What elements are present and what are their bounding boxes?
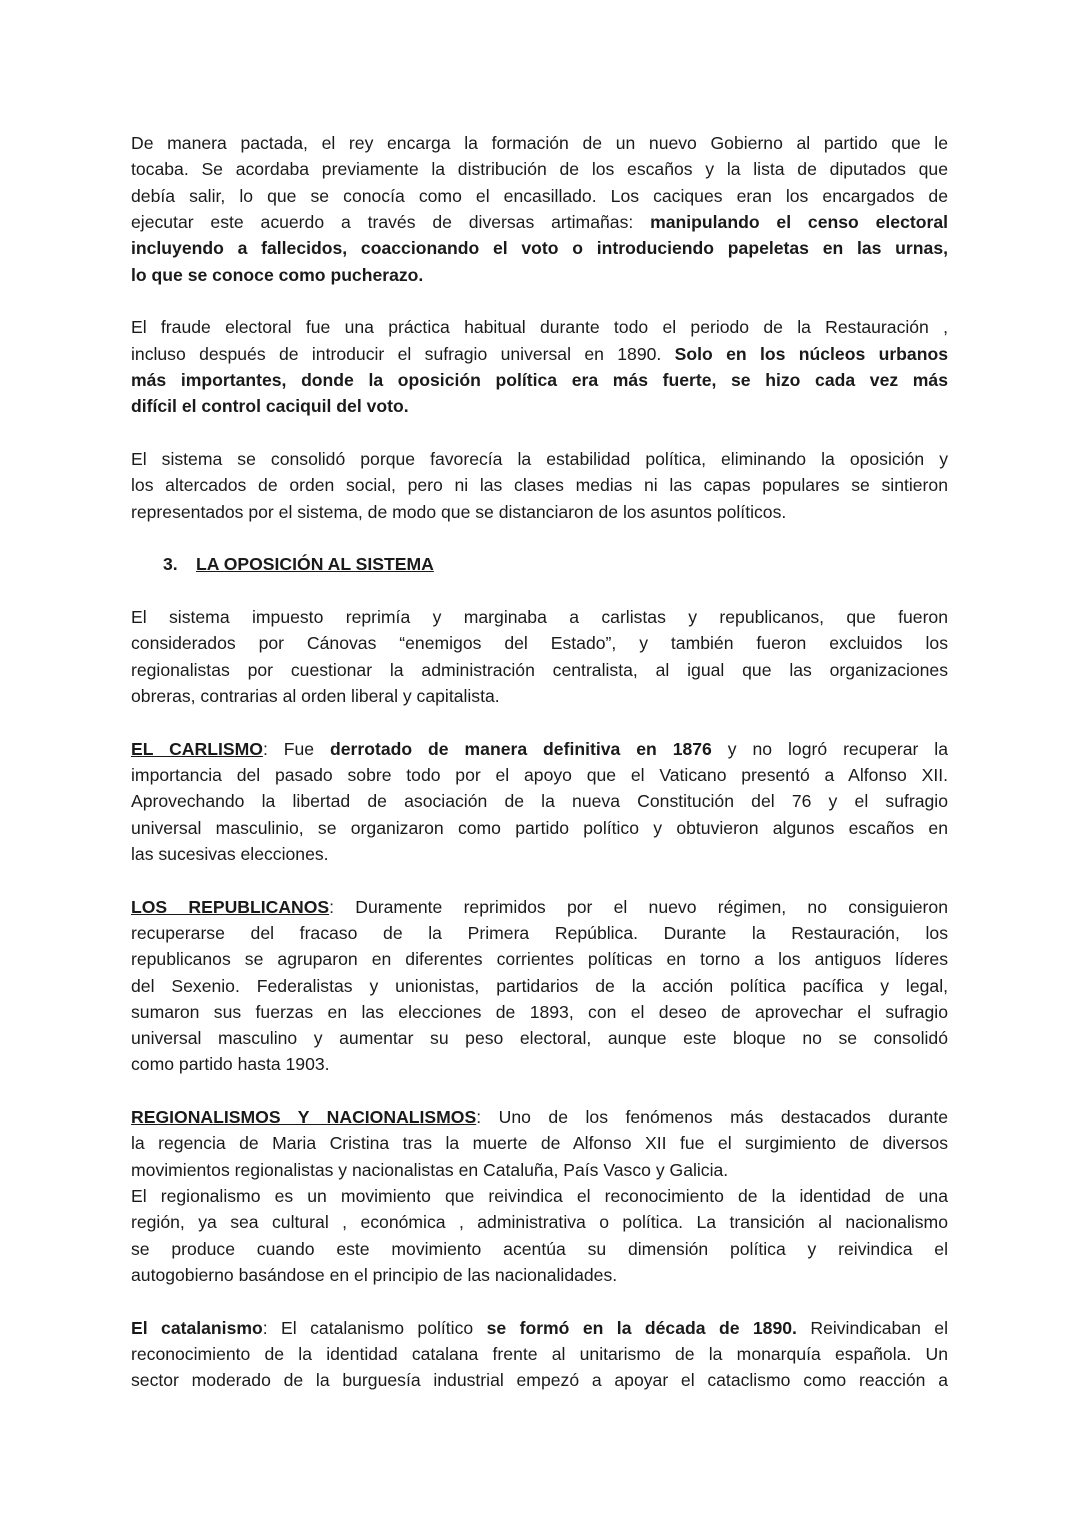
text: las sucesivas elecciones. xyxy=(131,843,329,864)
text: Aprovechando la libertad de asociación de la nueva Constitución del 76 y el sufragio xyxy=(131,791,948,812)
paragraph xyxy=(131,736,948,868)
text-section xyxy=(131,1315,948,1394)
text: tocaba. Se acordaba previamente la distribución de los escaños y la lista de diputados que xyxy=(131,159,948,180)
bold-text: incluyendo a fallecidos, coaccionando el voto o introduciendo papeletas en las urnas, xyxy=(131,238,948,259)
text: como partido hasta 1903. xyxy=(131,1054,330,1075)
text-line xyxy=(131,130,948,156)
text: El sistema impuesto reprimía y marginaba a carlistas y republicanos, que fueron xyxy=(131,606,948,627)
text-line xyxy=(131,1183,948,1209)
text: De manera pactada, el rey encarga la formación de un nuevo Gobierno al partido que le xyxy=(131,133,948,153)
text: ejecutar este acuerdo a través de diversas artimañas: xyxy=(131,211,651,232)
text-line xyxy=(131,472,948,498)
bold-text: derrotado de manera definitiva en 1876 xyxy=(330,738,712,759)
text-line xyxy=(131,762,948,788)
text-section xyxy=(131,446,948,525)
text-line xyxy=(131,499,948,525)
text-line xyxy=(131,894,948,920)
text: : Uno de los fenómenos más destacados durante xyxy=(476,1107,948,1128)
text: reconocimiento de la identidad catalana frente al unitarismo de la monarquía española. Un xyxy=(131,1344,948,1365)
text-line xyxy=(131,1367,948,1393)
text-line xyxy=(131,973,948,999)
text: la regencia de Maria Cristina tras la muerte de Alfonso XII fue el surgimiento de diversos xyxy=(131,1133,948,1154)
text-line xyxy=(131,1236,948,1262)
text: El sistema se consolidó porque favorecía la estabilidad política, eliminando la oposición y xyxy=(131,448,948,469)
section-heading xyxy=(131,551,948,577)
text-line xyxy=(131,1051,948,1077)
bold-text: más importantes, donde la oposición política era más fuerte, se hizo cada vez más xyxy=(131,369,948,390)
text: Reivindicaban el xyxy=(796,1317,948,1338)
text: : Duramente reprimidos por el nuevo régimen, no consiguieron xyxy=(329,896,948,917)
text: regionalistas por cuestionar la administración centralista, al igual que las organizaciones xyxy=(131,659,948,680)
text-line xyxy=(131,393,948,419)
text-line xyxy=(131,209,948,235)
paragraph xyxy=(131,604,948,709)
text-line xyxy=(131,841,948,867)
text-line xyxy=(131,946,948,972)
text-line xyxy=(131,341,948,367)
bold-text: Solo en los núcleos urbanos xyxy=(674,343,948,364)
text: se produce cuando este movimiento acentúa su dimensión política y reivindica el xyxy=(131,1238,948,1259)
bold-text: manipulando el censo electoral xyxy=(650,211,948,232)
paragraph xyxy=(131,314,948,419)
text: : Fue xyxy=(262,738,331,759)
text: importancia del pasado sobre todo por el apoyo que el Vaticano presentó a Alfonso XII. xyxy=(131,764,948,785)
text-section xyxy=(131,130,948,288)
text-section xyxy=(131,314,948,419)
text-line xyxy=(131,1315,948,1341)
text-section xyxy=(131,604,948,709)
text-line xyxy=(131,235,948,261)
heading xyxy=(131,551,948,577)
text: autogobierno basándose en el principio de las nacionalidades. xyxy=(131,1265,618,1286)
text-line xyxy=(131,604,948,630)
text: El fraude electoral fue una práctica habitual durante todo el periodo de la Restauración , xyxy=(131,317,948,338)
text-line xyxy=(131,367,948,393)
text-line xyxy=(131,446,948,472)
heading-number: 3. xyxy=(163,554,178,575)
text: región, ya sea cultural , económica , administrativa o política. La transición al nacionalismo xyxy=(131,1212,948,1233)
text-line xyxy=(131,683,948,709)
text: sumaron sus fuerzas en las elecciones de 1893, con el deseo de aprovechar el sufragio xyxy=(131,1001,948,1022)
text: universal masculino y aumentar su peso electoral, aunque este bloque no se consolidó xyxy=(131,1028,948,1049)
document-page xyxy=(131,130,948,1420)
text: movimientos regionalistas y nacionalistas en Cataluña, País Vasco y Galicia. xyxy=(131,1159,729,1180)
text-line xyxy=(131,262,948,288)
text: republicanos se agruparon en diferentes corrientes políticas en torno a los antiguos líderes xyxy=(131,949,948,970)
text: universal masculinio, se organizaron como partido político y obtuvieron algunos escaños en xyxy=(131,817,948,838)
subheading-label: LOS REPUBLICANOS xyxy=(131,896,330,917)
text: incluso después de introducir el sufragio universal en 1890. xyxy=(131,343,675,364)
heading-title: LA OPOSICIÓN AL SISTEMA xyxy=(196,554,434,575)
text-line xyxy=(131,815,948,841)
text: obreras, contrarias al orden liberal y capitalista. xyxy=(131,685,500,706)
text-line xyxy=(131,1341,948,1367)
text: sector moderado de la burguesía industrial empezó a apoyar el cataclismo como reacción a xyxy=(131,1370,948,1391)
text-line xyxy=(131,920,948,946)
text-line xyxy=(131,999,948,1025)
text-section xyxy=(131,894,948,1078)
text-line xyxy=(131,1104,948,1130)
paragraph xyxy=(131,1183,948,1288)
text-line xyxy=(131,1209,948,1235)
text-line xyxy=(131,1130,948,1156)
text: : El catalanismo político xyxy=(262,1317,487,1338)
text: representados por el sistema, de modo que se distanciaron de los asuntos políticos. xyxy=(131,501,787,522)
text-section xyxy=(131,1104,948,1288)
subheading-label: REGIONALISMOS Y NACIONALISMOS xyxy=(131,1107,477,1128)
subheading-label: EL CARLISMO xyxy=(131,738,263,759)
paragraph xyxy=(131,1104,948,1183)
text-section xyxy=(131,736,948,868)
text: del Sexenio. Federalistas y unionistas, partidarios de la acción política pacífica y legal, xyxy=(131,975,948,996)
text-line xyxy=(131,788,948,814)
text-line xyxy=(131,1025,948,1051)
paragraph xyxy=(131,894,948,1078)
paragraph xyxy=(131,1315,948,1394)
text-line xyxy=(131,1157,948,1183)
text-line xyxy=(131,630,948,656)
text-line xyxy=(131,657,948,683)
bold-text: se formó en la década de 1890. xyxy=(486,1317,797,1338)
text: y no logró recuperar la xyxy=(711,738,949,759)
text-line xyxy=(131,183,948,209)
text-line xyxy=(131,156,948,182)
text: considerados por Cánovas “enemigos del Estado”, y también fueron excluidos los xyxy=(131,633,948,654)
text: debía salir, lo que se conocía como el encasillado. Los caciques eran los encargados de xyxy=(131,185,948,206)
text: los altercados de orden social, pero ni las clases medias ni las capas populares se sintieron xyxy=(131,475,948,496)
text-line xyxy=(131,1262,948,1288)
bold-text: lo que se conoce como pucherazo. xyxy=(131,264,424,285)
text-line xyxy=(131,314,948,340)
text: El regionalismo es un movimiento que reivindica el reconocimiento de la identidad de una xyxy=(131,1186,948,1207)
text-line xyxy=(131,736,948,762)
paragraph xyxy=(131,130,948,288)
paragraph xyxy=(131,446,948,525)
bold-text: difícil el control caciquil del voto. xyxy=(131,396,409,417)
bold-text: El catalanismo xyxy=(131,1317,263,1338)
text: recuperarse del fracaso de la Primera República. Durante la Restauración, los xyxy=(131,922,948,943)
